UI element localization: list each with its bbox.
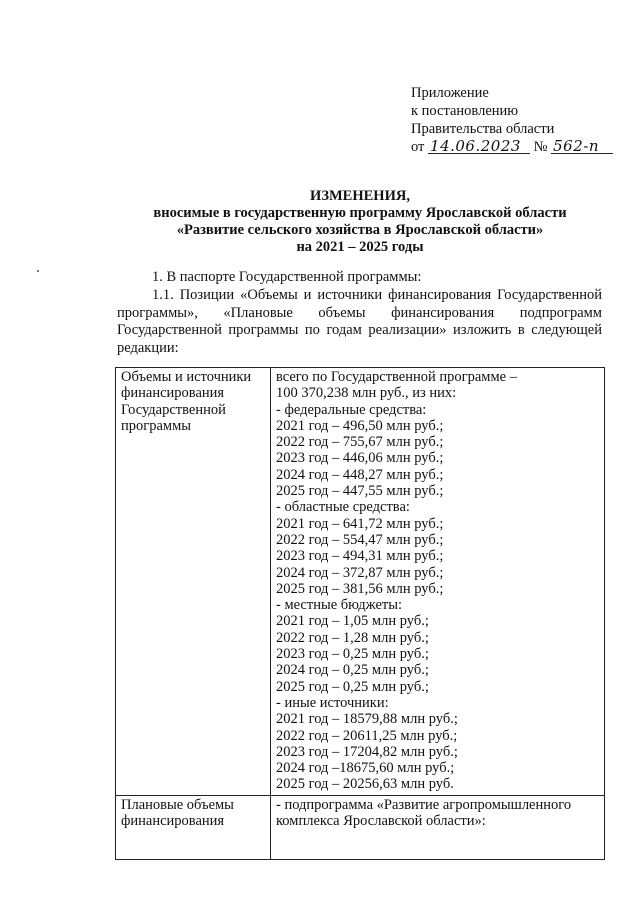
table-row <box>116 795 605 859</box>
label-line: финансирования <box>121 385 225 402</box>
row-label-cell <box>116 368 271 796</box>
handwritten-number: 562-п <box>551 139 613 154</box>
content-line: всего по Государственной программе – <box>276 369 517 385</box>
content-line: - местные бюджеты: <box>276 597 402 614</box>
content-line: 2022 год – 1,28 млн руб.; <box>276 629 429 646</box>
row-label-cell <box>116 795 271 859</box>
label-line: Плановые объемы <box>121 796 234 813</box>
label-line: Объемы и источники <box>121 369 252 385</box>
content-line: 2023 год – 494,31 млн руб.; <box>276 548 444 565</box>
content-line: 2023 год – 446,06 млн руб.; <box>276 450 444 467</box>
content-line: 2021 год – 641,72 млн руб.; <box>276 515 444 532</box>
appendix-date-line <box>411 138 613 156</box>
content-line: 2024 год – 372,87 млн руб.; <box>276 564 444 581</box>
content-line: комплекса Ярославской области»: <box>276 813 486 830</box>
content-line: 2021 год – 1,05 млн руб.; <box>276 613 429 630</box>
heading-line: на 2021 – 2025 годы <box>296 239 424 255</box>
row-content-cell <box>271 795 605 859</box>
content-line: - иные источники: <box>276 694 389 711</box>
content-line: 2024 год – 0,25 млн руб.; <box>276 662 429 679</box>
content-line: 2025 год – 0,25 млн руб.; <box>276 678 429 695</box>
content-line: - областные средства: <box>276 499 410 516</box>
appendix-line: Правительства области <box>411 121 555 137</box>
document-heading <box>100 188 620 256</box>
label-line: программы <box>121 417 191 434</box>
content-line: 2025 год – 20256,63 млн руб. <box>276 776 454 793</box>
content-line: 2023 год – 0,25 млн руб.; <box>276 646 429 663</box>
heading-line: «Развитие сельского хозяйства в Ярославской области» <box>176 222 544 238</box>
scan-speck <box>37 270 39 272</box>
appendix-line: к постановлению <box>411 103 519 119</box>
label-line: финансирования <box>121 813 225 830</box>
content-line: 2022 год – 554,47 млн руб.; <box>276 531 444 548</box>
content-line: 2021 год – 496,50 млн руб.; <box>276 417 444 434</box>
number-prefix: № <box>533 139 548 155</box>
content-line: 2021 год – 18579,88 млн руб.; <box>276 711 458 728</box>
heading-title: ИЗМЕНЕНИЯ, <box>310 188 410 204</box>
content-line: 2024 год – 448,27 млн руб.; <box>276 466 444 483</box>
content-line: - подпрограмма «Развитие агропромышленного <box>276 796 572 813</box>
content-line: - федеральные средства: <box>276 401 427 418</box>
date-prefix: от <box>411 139 425 155</box>
content-line: 100 370,238 млн руб., из них: <box>276 385 457 402</box>
content-line: 2025 год – 447,55 млн руб.; <box>276 483 444 500</box>
paragraph-1-1: 1.1. Позиции «Объемы и источники финансирования Государственной программы», «Плановые объемы финансирования подпрограмм Государственной программы по годам реализации» изложить в следующей редакции: <box>117 287 602 356</box>
appendix-line: Приложение <box>411 85 489 101</box>
content-line: 2023 год – 17204,82 млн руб.; <box>276 743 458 760</box>
row-content-cell <box>271 368 605 796</box>
label-line: Государственной <box>121 401 226 418</box>
paragraph-1: 1. В паспорте Государственной программы: <box>152 269 422 285</box>
content-line: 2022 год – 20611,25 млн руб.; <box>276 727 458 744</box>
content-line: 2025 год – 381,56 млн руб.; <box>276 580 444 597</box>
passport-table <box>115 367 605 860</box>
table-row <box>116 368 605 796</box>
appendix-block <box>411 84 613 156</box>
heading-line: вносимые в государственную программу Ярославской области <box>153 205 567 221</box>
content-line: 2024 год –18675,60 млн руб.; <box>276 760 455 777</box>
handwritten-date: 14.06.2023 <box>428 139 530 154</box>
content-line: 2022 год – 755,67 млн руб.; <box>276 434 444 451</box>
